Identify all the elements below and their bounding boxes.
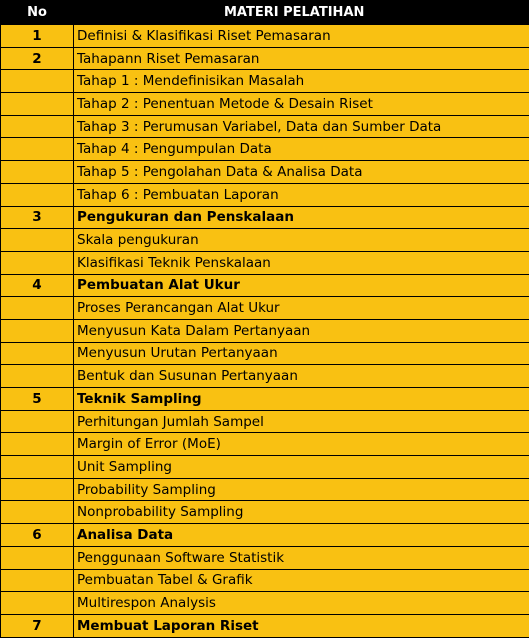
row-number	[1, 70, 74, 93]
row-materi: Tahap 2 : Penentuan Metode & Desain Riset	[74, 93, 529, 116]
table-row	[1, 229, 529, 252]
table-row	[1, 410, 529, 433]
table-row	[1, 138, 529, 161]
table-row	[1, 501, 529, 524]
table-row	[1, 342, 529, 365]
row-materi: Membuat Laporan Riset	[74, 614, 529, 637]
table-row	[1, 524, 529, 547]
row-materi: Unit Sampling	[74, 456, 529, 479]
row-number	[1, 365, 74, 388]
table-row	[1, 546, 529, 569]
row-number	[1, 115, 74, 138]
row-number: 2	[1, 47, 74, 70]
table-row	[1, 456, 529, 479]
row-materi: Bentuk dan Susunan Pertanyaan	[74, 365, 529, 388]
table-row	[1, 206, 529, 229]
row-number: 1	[1, 25, 74, 48]
row-number	[1, 478, 74, 501]
row-number: 5	[1, 388, 74, 411]
row-number	[1, 410, 74, 433]
row-materi: Skala pengukuran	[74, 229, 529, 252]
row-number	[1, 93, 74, 116]
row-number	[1, 342, 74, 365]
header-row	[1, 1, 529, 25]
row-number	[1, 319, 74, 342]
table-row	[1, 388, 529, 411]
row-number: 3	[1, 206, 74, 229]
row-materi: Perhitungan Jumlah Sampel	[74, 410, 529, 433]
row-materi: Tahap 5 : Pengolahan Data & Analisa Data	[74, 161, 529, 184]
table-row	[1, 297, 529, 320]
row-materi: Proses Perancangan Alat Ukur	[74, 297, 529, 320]
table-row	[1, 569, 529, 592]
row-materi: Tahap 4 : Pengumpulan Data	[74, 138, 529, 161]
row-materi: Tahapann Riset Pemasaran	[74, 47, 529, 70]
row-number	[1, 229, 74, 252]
table-row	[1, 70, 529, 93]
table-row	[1, 183, 529, 206]
row-number: 7	[1, 614, 74, 637]
table-row	[1, 251, 529, 274]
row-materi: Margin of Error (MoE)	[74, 433, 529, 456]
row-materi: Tahap 3 : Perumusan Variabel, Data dan Sumber Data	[74, 115, 529, 138]
row-materi: Menyusun Urutan Pertanyaan	[74, 342, 529, 365]
row-materi: Probability Sampling	[74, 478, 529, 501]
row-number	[1, 456, 74, 479]
table-row	[1, 93, 529, 116]
row-materi: Tahap 1 : Mendefinisikan Masalah	[74, 70, 529, 93]
row-materi: Pembuatan Tabel & Grafik	[74, 569, 529, 592]
row-materi: Penggunaan Software Statistik	[74, 546, 529, 569]
row-materi: Multirespon Analysis	[74, 592, 529, 615]
row-number	[1, 183, 74, 206]
table-row	[1, 161, 529, 184]
table-row	[1, 365, 529, 388]
table-row	[1, 115, 529, 138]
row-materi: Analisa Data	[74, 524, 529, 547]
table-row	[1, 614, 529, 637]
row-number	[1, 138, 74, 161]
row-materi: Nonprobability Sampling	[74, 501, 529, 524]
table-row	[1, 478, 529, 501]
row-materi: Pengukuran dan Penskalaan	[74, 206, 529, 229]
header-materi: MATERI PELATIHAN	[74, 1, 529, 25]
header-no: No	[1, 1, 74, 25]
row-number	[1, 546, 74, 569]
table-row	[1, 433, 529, 456]
row-number	[1, 297, 74, 320]
row-number	[1, 251, 74, 274]
table-row	[1, 274, 529, 297]
row-materi: Klasifikasi Teknik Penskalaan	[74, 251, 529, 274]
row-materi: Pembuatan Alat Ukur	[74, 274, 529, 297]
row-number	[1, 569, 74, 592]
row-number	[1, 501, 74, 524]
row-materi: Teknik Sampling	[74, 388, 529, 411]
table-row	[1, 25, 529, 48]
table-row	[1, 592, 529, 615]
table-row	[1, 47, 529, 70]
row-number	[1, 592, 74, 615]
row-number	[1, 161, 74, 184]
row-materi: Definisi & Klasifikasi Riset Pemasaran	[74, 25, 529, 48]
row-number	[1, 433, 74, 456]
table-row	[1, 319, 529, 342]
row-number: 6	[1, 524, 74, 547]
row-materi: Tahap 6 : Pembuatan Laporan	[74, 183, 529, 206]
row-materi: Menyusun Kata Dalam Pertanyaan	[74, 319, 529, 342]
row-number: 4	[1, 274, 74, 297]
